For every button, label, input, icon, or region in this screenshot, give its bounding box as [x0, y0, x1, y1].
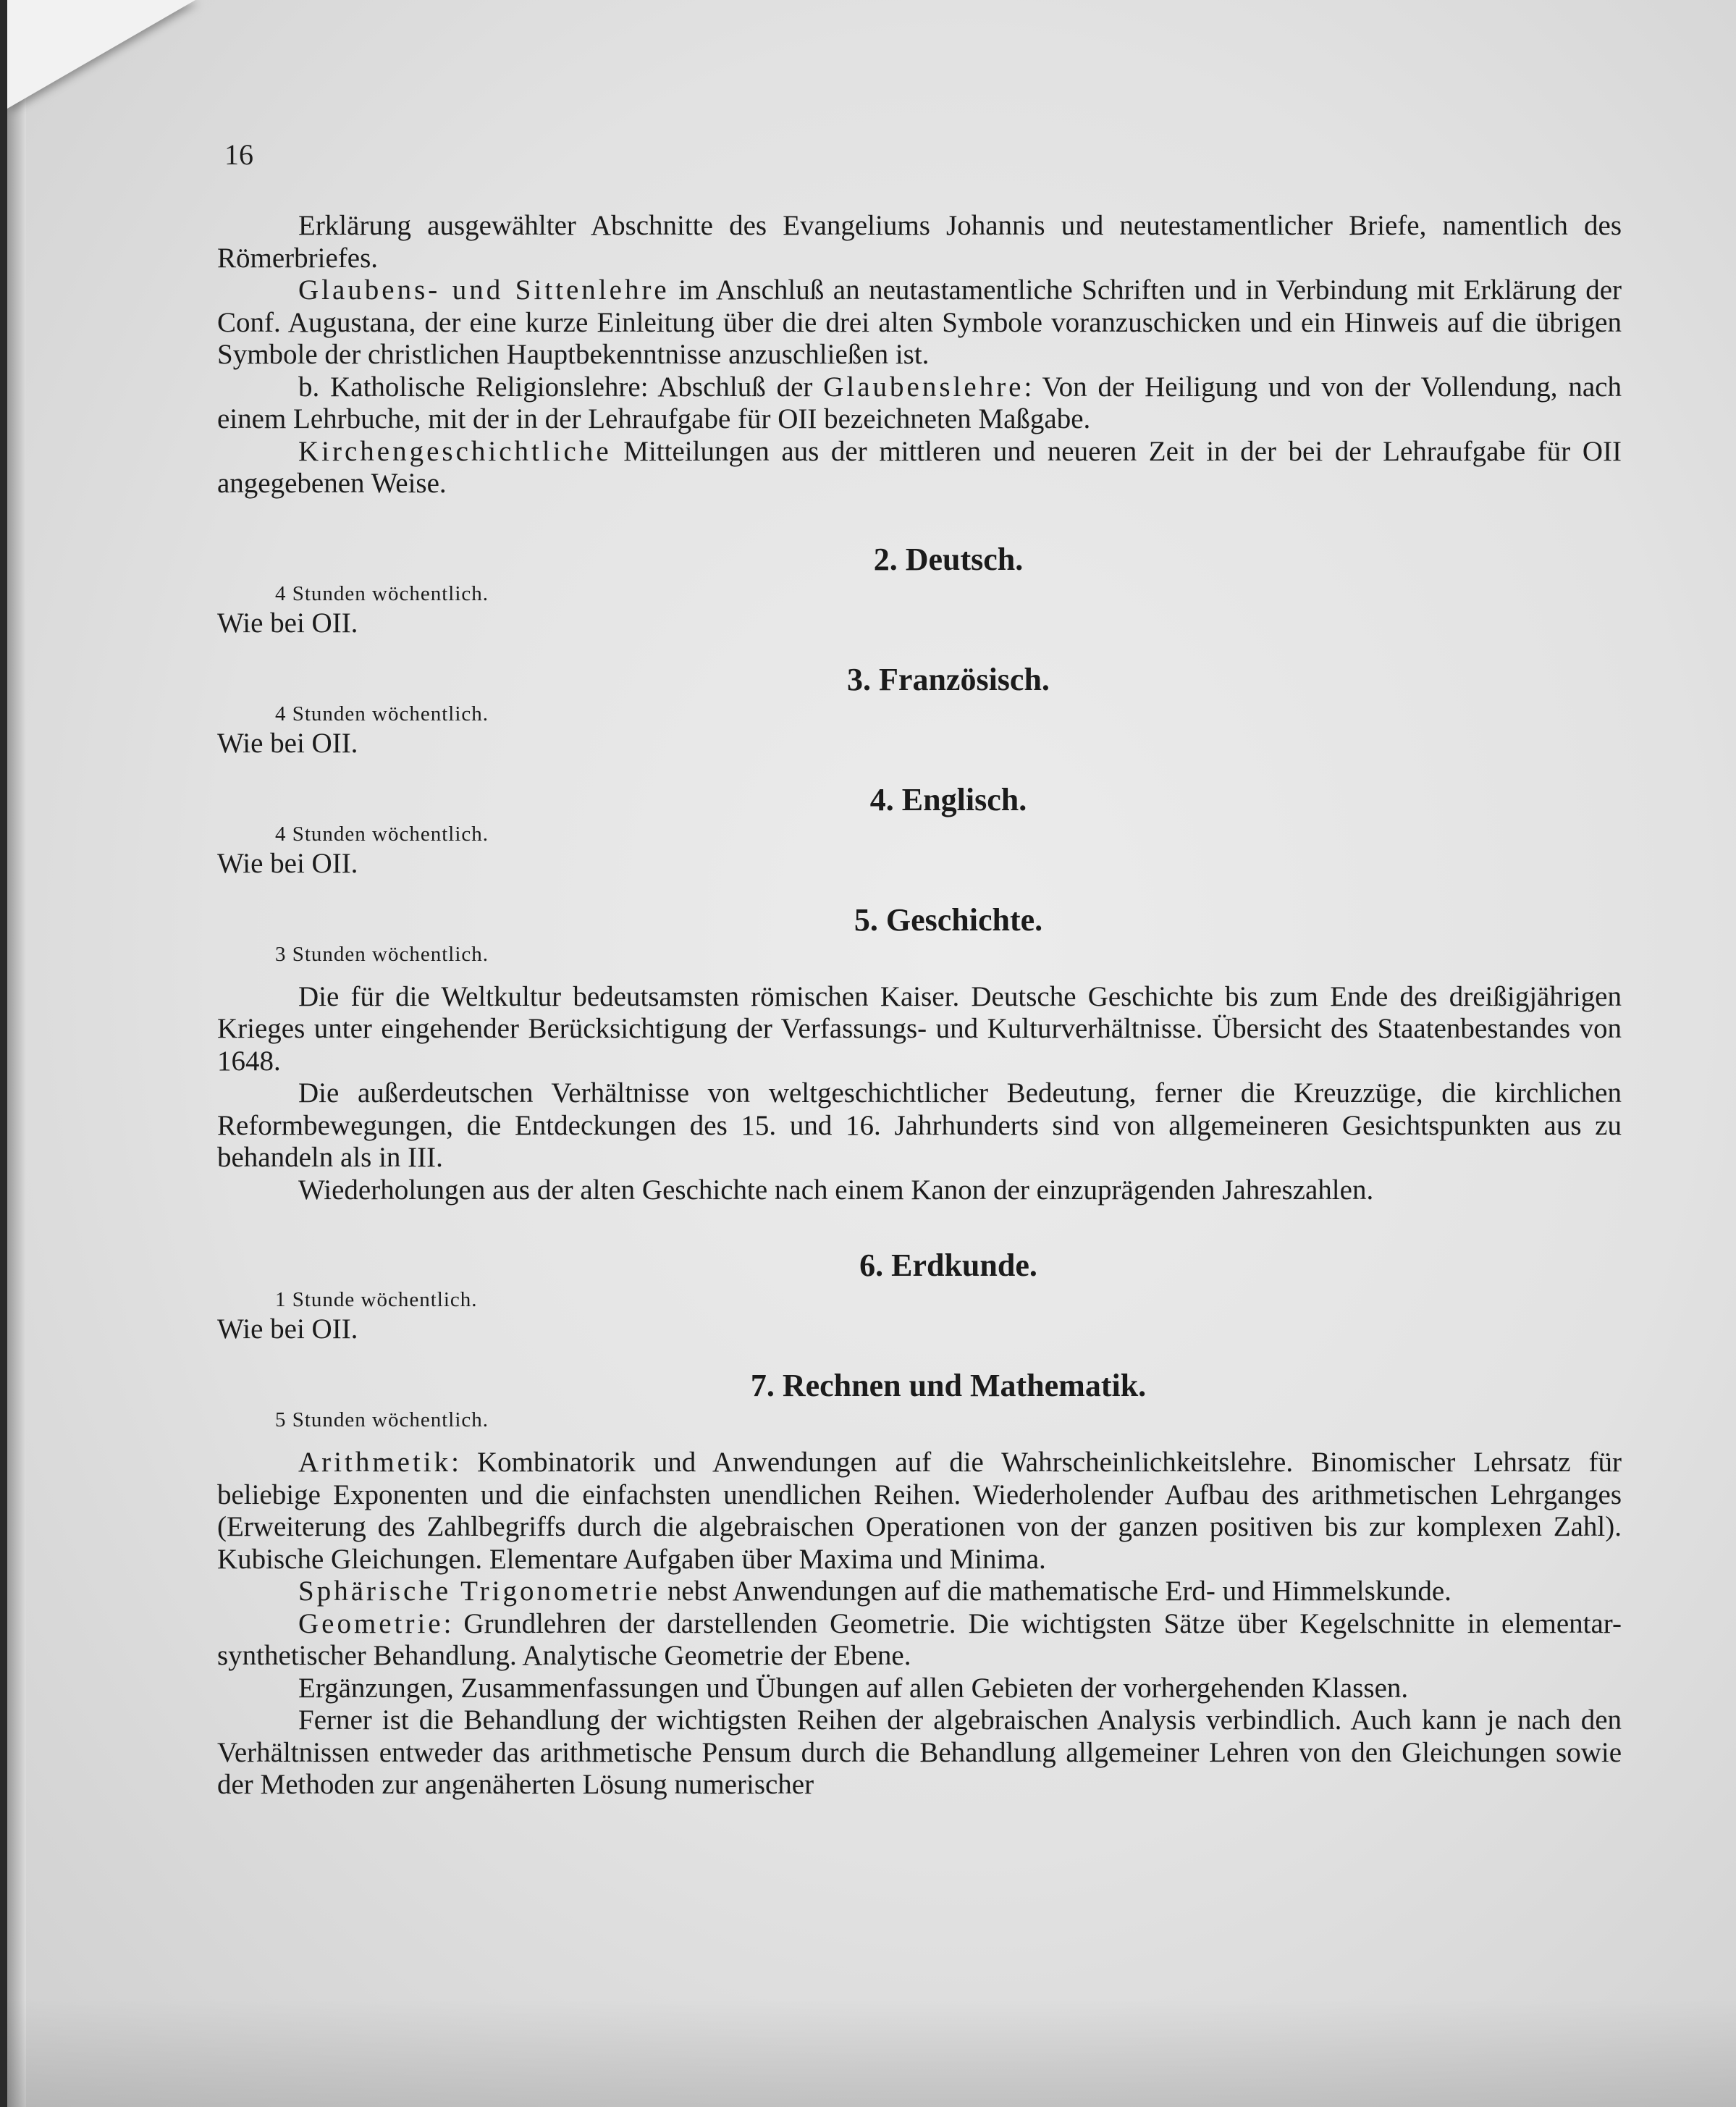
geschichte-paragraph-1: Die für die Weltkultur bedeutsamsten römischen Kaiser. Deutsche Geschichte bis zum Ende des dreißigjährigen Krieges unter eingehender Berücksichtigung der Verfassungs- und Kulturverhältnisse. Übersicht des Staatenbestandes von 1648. — [217, 980, 1622, 1077]
religion-p4-lead: Kirchengeschichtliche — [298, 435, 612, 467]
religion-p3-b: : Von der Heiligung und von der Vollendung, nach einem Lehrbuche, mit der in der Lehraufgabe für OII bezeichneten Maßgabe. — [217, 371, 1622, 434]
religion-paragraph-3 — [217, 371, 1622, 436]
religion-paragraph-4 — [217, 436, 1622, 500]
section-hours-erdkunde: 1 Stunde wöchentlich. — [275, 1288, 478, 1311]
section-title-deutsch: 2. Deutsch. — [873, 541, 1024, 577]
mathematik-p1-lead: Arithmetik — [298, 1447, 452, 1478]
section-hours-deutsch: 4 Stunden wöchentlich. — [275, 581, 489, 605]
section-title-englisch: 4. Englisch. — [869, 781, 1027, 817]
mathematik-p2-rest: nebst Anwendungen auf die mathematische Erd- und Himmelskunde. — [660, 1576, 1451, 1607]
section-hours-franzoesisch: 4 Stunden wöchentlich. — [275, 702, 489, 726]
mathematik-p3-rest: : Grundlehren der darstellenden Geometrie. Die wichtigsten Sätze über Kegelschnitte in elementar-synthetischer Behandlung. Analytische Geometrie der Ebene. — [217, 1607, 1622, 1671]
mathematik-p2-lead: Sphärische Trigonometrie — [298, 1576, 661, 1607]
religion-p2-lead: Glaubens- und Sittenlehre — [298, 274, 670, 306]
religion-p4-rest: Mitteilungen aus der mittleren und neueren Zeit in der bei der Lehraufgabe für OII angegebenen Weise. — [217, 435, 1622, 499]
section-hours-geschichte: 3 Stunden wöchentlich. — [275, 942, 489, 966]
section-title-franzoesisch: 3. Französisch. — [847, 661, 1050, 697]
mathematik-paragraph-4: Ergänzungen, Zusammenfassungen und Übungen auf allen Gebieten der vorhergehenden Klassen. — [298, 1672, 1409, 1704]
mathematik-paragraph-3 — [217, 1608, 1622, 1673]
geschichte-paragraph-2: Die außerdeutschen Verhältnisse von weltgeschichtlicher Bedeutung, ferner die Kreuzzüge, die kirchlichen Reformbewegungen, die Entdeckungen des 15. und 16. Jahrhunderts sind von allgemeineren Gesichtspunkten aus zu behandeln als in III. — [217, 1077, 1622, 1173]
mathematik-p1-rest: : Kombinatorik und Anwendungen auf die Wahrscheinlichkeitslehre. Binomischer Lehrsatz für beliebige Exponenten und die einfachsten unendlichen Reihen. Wiederholender Aufbau des arithmetischen Lehrganges (Erweiterung des Zahlbegriffs durch die algebraischen Operationen von der ganzen positiven bis zur komplexen Zahl). Kubische Gleichungen. Elementare Aufgaben über Maxima und Minima. — [217, 1447, 1622, 1575]
religion-paragraph-2 — [217, 274, 1622, 371]
religion-p2-rest: im Anschluß an neutastamentliche Schriften und in Verbindung mit Erklärung der Conf. Augustana, der eine kurze Einleitung über die drei alten Symbole voranzuschicken und ein Hinweis auf die übrigen Symbole der christlichen Hauptbekenntnisse anzuschließen ist. — [217, 274, 1622, 370]
section-text-franzoesisch: Wie bei OII. — [217, 727, 358, 759]
mathematik-paragraph-5: Ferner ist die Behandlung der wichtigsten Reihen der algebraischen Analysis verbindlich. Auch kann je nach den Verhältnissen entweder das arithmetische Pensum durch die Behandlung allgemeiner Lehren von den Gleichungen sowie der Methoden zur angenäherten Lösung numerischer — [217, 1704, 1622, 1800]
section-title-mathematik: 7. Rechnen und Mathematik. — [750, 1368, 1147, 1403]
section-title-geschichte: 5. Geschichte. — [854, 901, 1043, 938]
section-hours-englisch: 4 Stunden wöchentlich. — [275, 822, 489, 846]
mathematik-paragraph-2 — [217, 1576, 1622, 1608]
mathematik-p3-lead: Geometrie — [298, 1607, 444, 1639]
religion-p3-lead: Glaubenslehre — [823, 371, 1024, 403]
page-shadow — [7, 1998, 1736, 2107]
section-title-erdkunde: 6. Erdkunde. — [859, 1248, 1037, 1283]
scanned-page — [7, 0, 1736, 2107]
binding-edge — [7, 65, 26, 2107]
folded-corner — [7, 0, 195, 109]
religion-paragraph-1: Erklärung ausgewählter Abschnitte des Evangeliums Johannis und neutestamentlicher Briefe, namentlich des Römerbriefes. — [217, 210, 1622, 274]
mathematik-paragraph-1 — [217, 1447, 1622, 1576]
section-text-erdkunde: Wie bei OII. — [217, 1313, 358, 1345]
geschichte-paragraph-3: Wiederholungen aus der alten Geschichte nach einem Kanon der einzuprägenden Jahreszahlen. — [298, 1174, 1374, 1206]
page-number: 16 — [224, 138, 253, 171]
section-text-deutsch: Wie bei OII. — [217, 607, 358, 639]
section-hours-mathematik: 5 Stunden wöchentlich. — [275, 1408, 489, 1431]
document-body — [217, 210, 1622, 1801]
religion-p3-a: b. Katholische Religionslehre: Abschluß der — [298, 371, 824, 403]
section-text-englisch: Wie bei OII. — [217, 847, 358, 879]
